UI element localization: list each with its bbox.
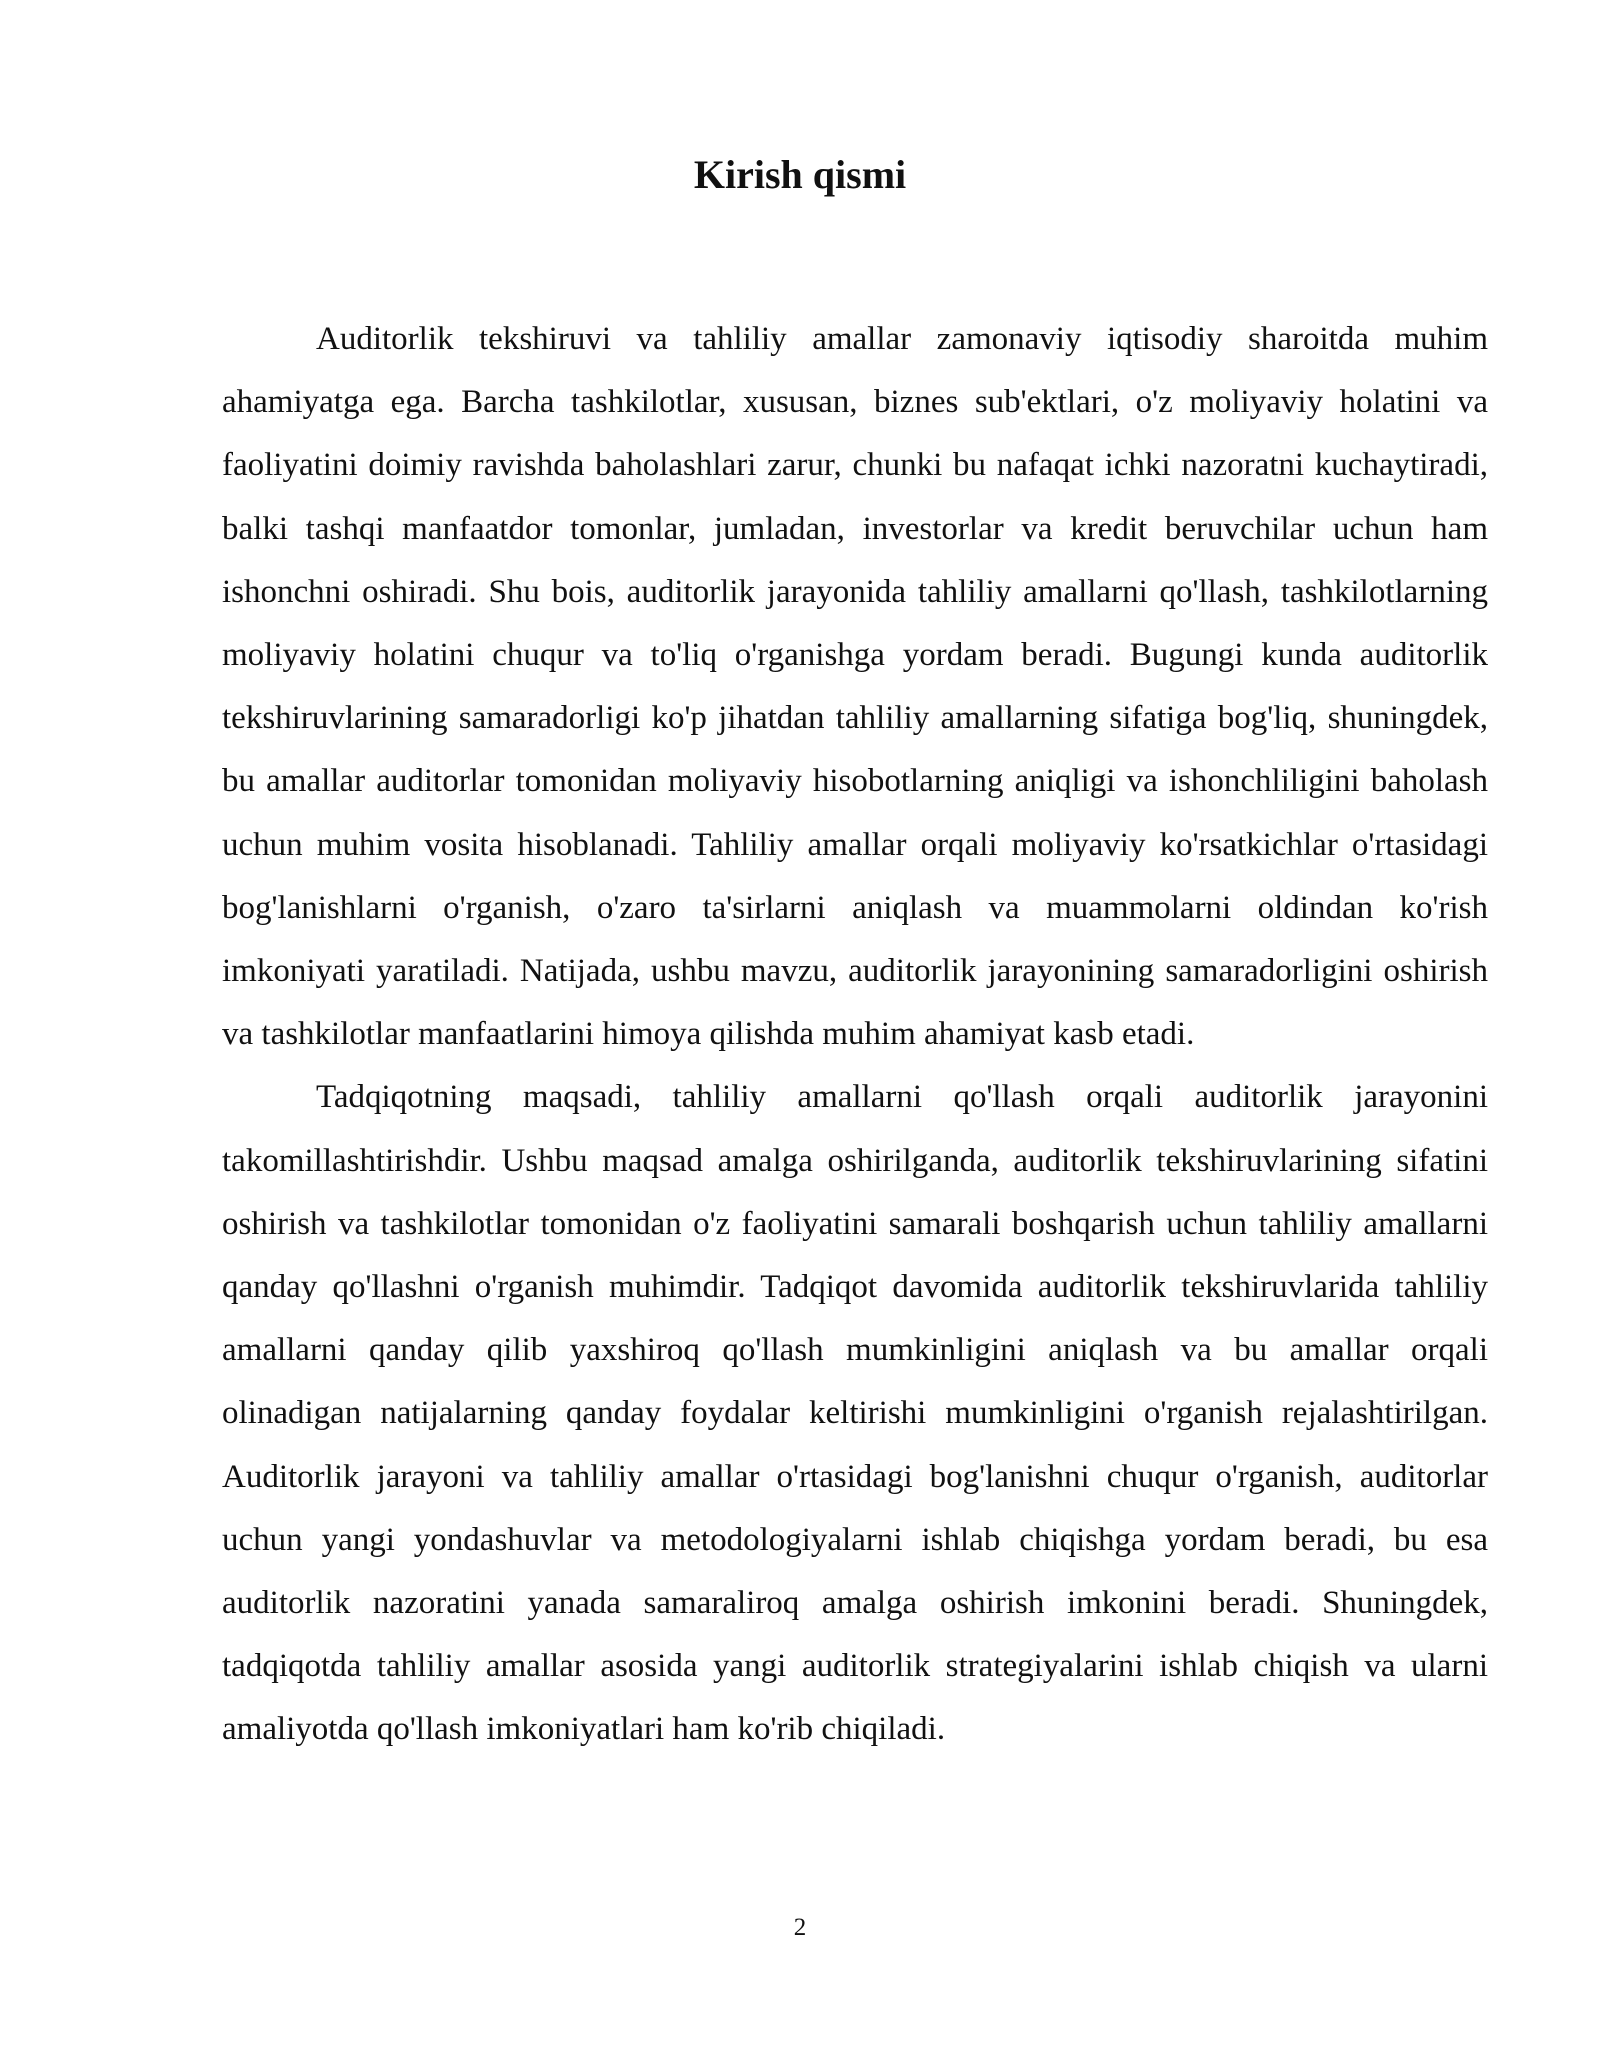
- page-number: 2: [793, 1914, 807, 1941]
- page-title: Kirish qismi: [693, 152, 907, 197]
- paragraph-2: Tadqiqotning maqsadi, tahliliy amallarni qo'llash orqali auditorlik jarayonini takomillashtirishdir. Ushbu maqsad amalga oshirilganda, auditorlik tekshiruvlarining sifatini oshirish va tashkilotlar tomonidan o'z faoliyatini samarali boshqarish uchun tahliliy amallarni qanday qo'llashni o'rganish muhimdir. Tadqiqot davomida auditorlik tekshiruvlarida tahliliy amallarni qanday qilib yaxshiroq qo'llash mumkinligini aniqlash va bu amallar orqali olinadigan natijalarning qanday foydalar keltirishi mumkinligini o'rganish rejalashtirilgan. Auditorlik jarayoni va tahliliy amallar o'rtasidagi bog'lanishni chuqur o'rganish, auditorlar uchun yangi yondashuvlar va metodologiyalarni ishlab chiqishga yordam beradi, bu esa auditorlik nazoratini yanada samaraliroq amalga oshirish imkonini beradi. Shuningdek, tadqiqotda tahliliy amallar asosida yangi auditorlik strategiyalarini ishlab chiqish va ularni amaliyotda qo'llash imkoniyatlari ham ko'rib chiqiladi.: [222, 1079, 1488, 1748]
- body-text: [222, 308, 1488, 1762]
- paragraph-1: Auditorlik tekshiruvi va tahliliy amallar zamonaviy iqtisodiy sharoitda muhim ahamiyatga ega. Barcha tashkilotlar, xususan, biznes sub'ektlari, o'z moliyaviy holatini va faoliyatini doimiy ravishda baholashlari zarur, chunki bu nafaqat ichki nazoratni kuchaytiradi, balki tashqi manfaatdor tomonlar, jumladan, investorlar va kredit beruvchilar uchun ham ishonchni oshiradi. Shu bois, auditorlik jarayonida tahliliy amallarni qo'llash, tashkilotlarning moliyaviy holatini chuqur va to'liq o'rganishga yordam beradi. Bugungi kunda auditorlik tekshiruvlarining samaradorligi ko'p jihatdan tahliliy amallarning sifatiga bog'liq, shuningdek, bu amallar auditorlar tomonidan moliyaviy hisobotlarning aniqligi va ishonchliligini baholash uchun muhim vosita hisoblanadi. Tahliliy amallar orqali moliyaviy ko'rsatkichlar o'rtasidagi bog'lanishlarni o'rganish, o'zaro ta'sirlarni aniqlash va muammolarni oldindan ko'rish imkoniyati yaratiladi. Natijada, ushbu mavzu, auditorlik jarayonining samaradorligini oshirish va tashkilotlar manfaatlarini himoya qilishda muhim ahamiyat kasb etadi.: [222, 321, 1488, 1053]
